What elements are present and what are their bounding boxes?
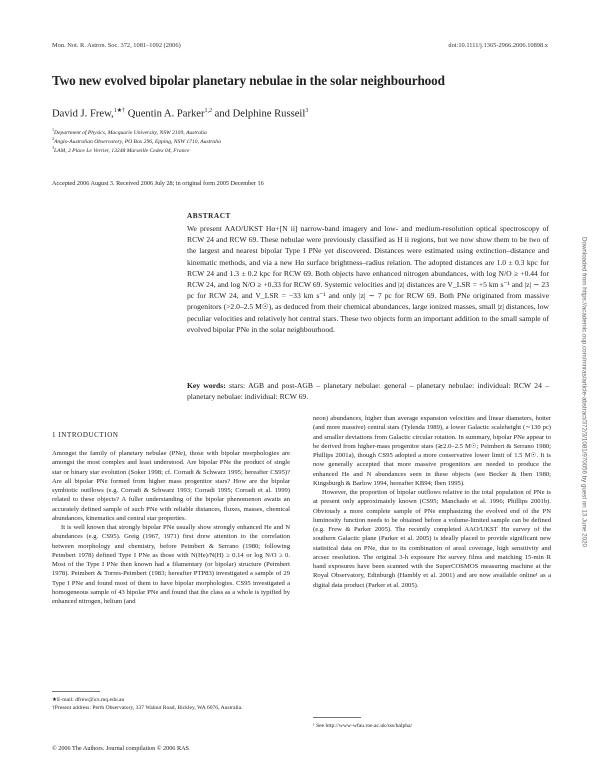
affiliation	[52, 127, 207, 136]
paper-title: Two new evolved bipolar planetary nebulae in the solar neighbourhood	[52, 73, 445, 88]
author-name: Quentin A. Parker	[125, 108, 205, 120]
footnote: ¹ See http://www-wfau.roe.ac.uk/sss/halpha/	[313, 723, 413, 729]
journal-citation: Mon. Not. R. Astron. Soc. 372, 1081–1092 (2006)	[52, 42, 181, 49]
affiliation-mark: 2	[52, 136, 54, 141]
keywords-label: Key words:	[187, 381, 226, 390]
author-name: and Delphine Russeil	[212, 108, 306, 120]
paragraph: It is well known that strongly bipolar PNe usually show strongly enhanced He and N abundances (e.g. CS95). Greig (1967, 1971) first drew attention to the correlation between morphology and chemistry, before Peimbert & Serrano (1980; following Peimbert 1978) defined Type I PNe as those with N(He)/N(H) ≥ 0.14 or log N/O ≥ 0. Most of the Type I PNe then known had a filamentary (or bipolar) structure (Peimbert 1978). Peimbert & Torres-Peimbert (1983; hereafter PTP83) investigated a sample of 29 Type I PNe and found most of them to have bipolar morphologies. CS95 investigated a homogeneous sample of 43 bipolar PNe and found that the class as a whole is typified by enhanced nitrogen, helium (and	[52, 524, 290, 605]
footnotes-left	[52, 696, 290, 712]
body-column-left	[52, 449, 290, 606]
doi: doi:10.1111/j.1365-2966.2006.10898.x	[448, 42, 548, 49]
keywords	[187, 380, 549, 402]
footnote-rule	[313, 717, 361, 718]
paragraph: neon) abundances, higher than average expansion velocities and linear diameters, hotter (and more massive) central stars (Tylenda 1989), a lower Galactic scaleheight (∼130 pc) and smaller deviations from Galactic circular rotation. In summary, bipolar PNe appear to be derived from higher-mass progenitor stars (≳2.0–2.5 M☉; Peimbert & Serrano 1980; Phillips 2001a), though CS95 adopted a more conservative lower limit of 1.5 M☉. It is now generally accepted that more massive progenitors are needed to produce the enhanced He and N abundances seen in these objects (see Becker & Iben 1980; Kingsburgh & Barlow 1994, hereafter KB94; Iben 1995).	[313, 415, 551, 487]
copyright-footer: © 2006 The Authors. Journal compilation © 2006 RAS	[52, 745, 189, 752]
download-watermark: Downloaded from https://academic.oup.com/mnras/article-abstract/372/3/1081/970056 by guest on 13 June 2020	[580, 237, 588, 547]
author-affiliation-mark: 1★†	[113, 108, 126, 114]
footnote: †Present address: Perth Observatory, 337 Walnut Road, Bickley, WA 6076, Australia.	[52, 705, 243, 711]
affiliation-mark: 1	[52, 127, 54, 132]
affiliation-mark: 3	[52, 145, 54, 150]
accepted-dates: Accepted 2006 August 3. Received 2006 July 28; in original form 2005 December 16	[52, 180, 264, 187]
author-affiliation-mark: 3	[305, 108, 309, 114]
keywords-text: stars: AGB and post-AGB – planetary nebulae: general – planetary nebulae: individual: RCW 24 – planetary nebulae: individual: RCW 69.	[187, 381, 549, 402]
body-column-right	[313, 414, 551, 590]
abstract-text: We present AAO/UKST Hα+[N ii] narrow-band imagery and low- and medium-resolution optical spectroscopy of RCW 24 and RCW 69. These nebulae were previously classified as H ii regions, but we now show them to be two of the largest and nearest bipolar Type I PNe yet discovered. Distances were estimated using extinction–distance and kinematic methods, and via a new Hα surface brightness–radius relation. The adopted distances are 1.0 ± 0.3 kpc for RCW 24 and 1.3 ± 0.2 kpc for RCW 69. Both objects have enhanced nitrogen abundances, with log N/O ≥ +0.44 for RCW 24, and log N/O ≥ +0.33 for RCW 69. Systemic velocities and |z| distances are V_LSR = +5 km s⁻¹ and |z| ∼ 23 pc for RCW 24, and V_LSR = −33 km s⁻¹ and only |z| ∼ 7 pc for RCW 69. Both PNe originated from massive progenitors (>2.0–2.5 M☉), as deduced from their chemical abundances, large ionized masses, small |z| distances, low peculiar velocities and relatively hot central stars. These two objects form an important addition to the small sample of evolved bipolar PNe in the solar neighbourhood.	[187, 224, 549, 334]
paragraph: Amongst the family of planetary nebulae (PNe), those with bipolar morphologies are amongst the most complex and least understood. Are bipolar PNe the product of single star or binary star evolution (Soker 1998; cf. Corradi & Schwarz 1995; hereafter CS95)? Are all bipolar PNe formed from higher mass progenitor stars? How are the bipolar symbiotic outflows (e.g. Corradi & Schwarz 1993; Corradi 1995; Corradi et al. 1999) related to these objects? A fuller understanding of the bipolar phenomenon awaits an accurately defined sample of such PNe with reliable distances, fluxes, masses, chemical abundances, kinematics and central star properties.	[52, 450, 290, 522]
author-list	[52, 107, 308, 120]
affiliation-text: LAM, 2 Place Le Verrier, 13248 Marseille Cedex 04, France	[54, 147, 190, 154]
abstract-heading: ABSTRACT	[187, 212, 231, 220]
section-heading: 1 INTRODUCTION	[52, 431, 119, 439]
affiliation-text: Anglo-Australian Observatory, PO Box 296, Epping, NSW 1710, Australia	[54, 138, 222, 145]
paragraph: However, the proportion of bipolar outflows relative to the total population of PNe is at present only approximately known (CS95; Manchado et al. 1996; Phillips 2001b). Obviously a more complete sample of PNe emphasizing the evolved end of the PN luminosity function needs to be obtained before a volume-limited sample can be defined (e.g. Frew & Parker 2005). The recently completed AAO/UKST Hα survey of the southern Galactic plane (Parker et al. 2005) is ideally placed to provide significant new statistical data on PNe, due to its combination of areal coverage, high sensitivity and arcsec resolution. The original 3-h exposure Hα survey films and matching 15-min R band exposures have been scanned with the SuperCOSMOS measuring machine at the Royal Observatory, Edinburgh (Hambly et al. 2001) and are now available online¹ as a digital data product (Parker et al. 2005).	[313, 489, 551, 589]
footnote-rule	[52, 691, 100, 692]
author-affiliation-mark: 1,2	[204, 108, 213, 114]
author-name: David J. Frew,	[52, 108, 114, 120]
affiliation	[52, 136, 221, 145]
affiliation	[52, 145, 189, 154]
affiliation-text: Department of Physics, Macquarie University, NSW 2109, Australia	[54, 129, 207, 136]
footnote: ★E-mail: dfrew@ics.mq.edu.au	[52, 697, 125, 703]
